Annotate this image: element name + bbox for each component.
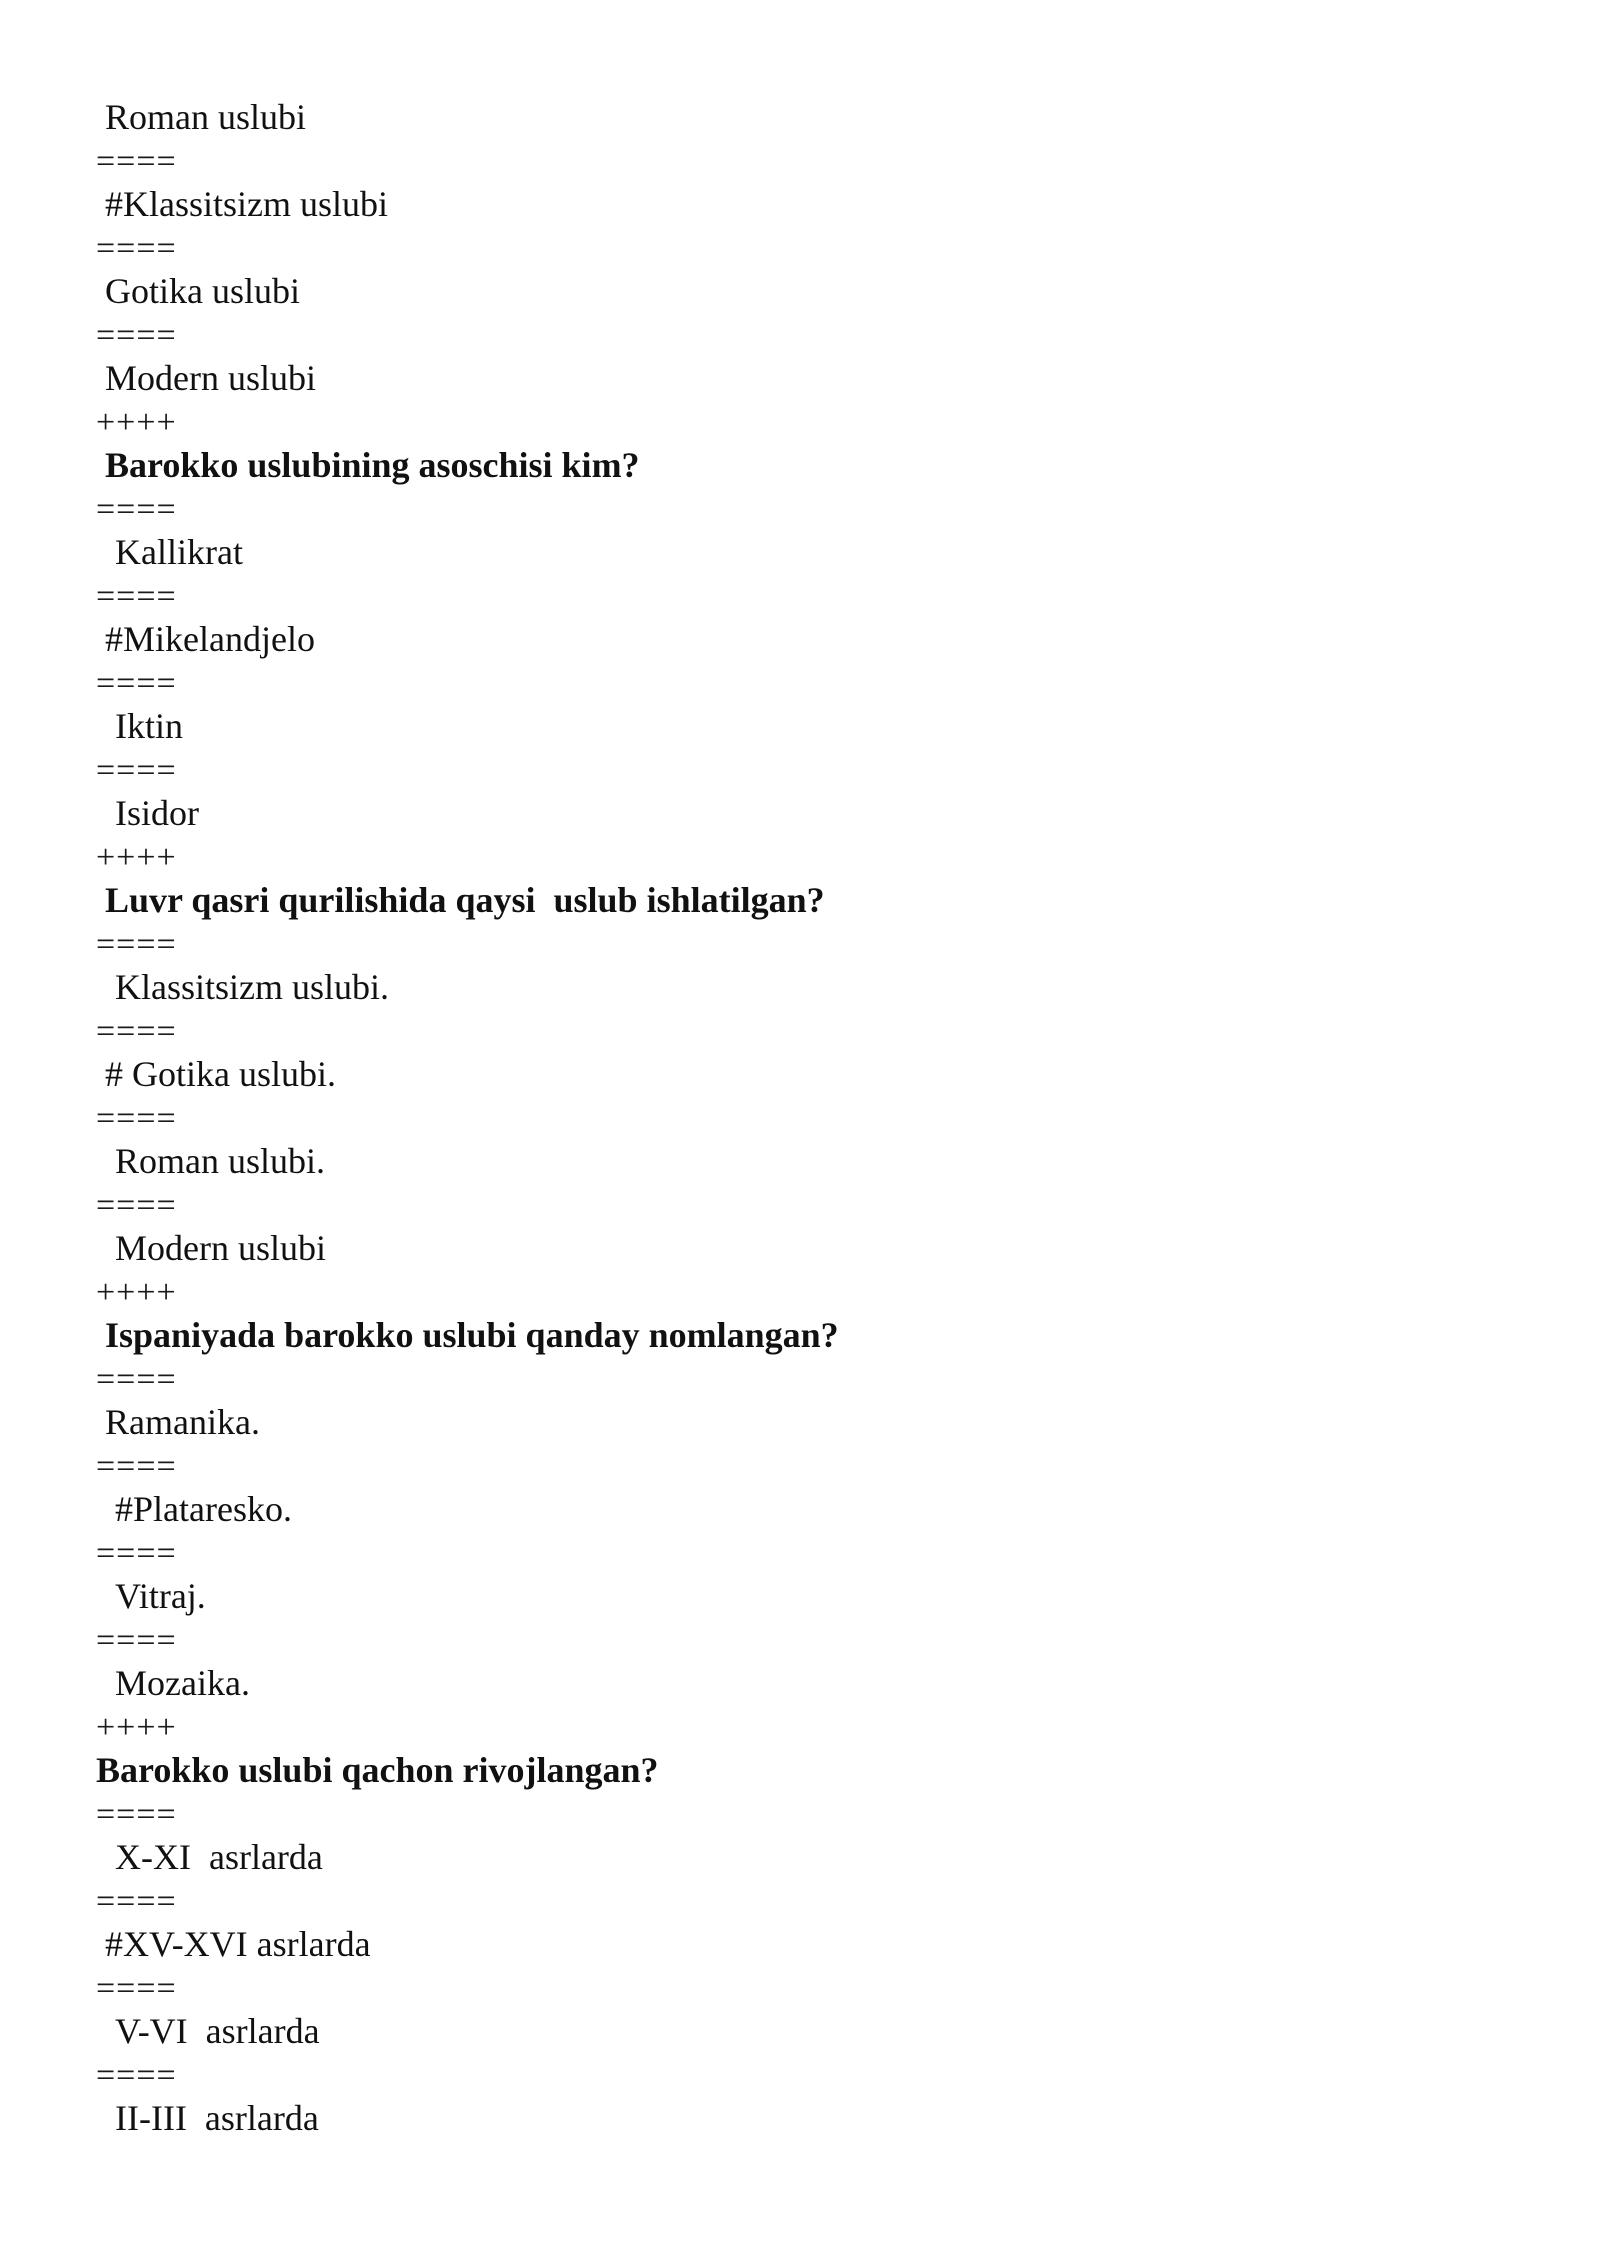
question-separator: ++++ [96,1708,177,1746]
option-separator: ==== [96,1447,177,1485]
option-separator: ==== [96,1099,177,1137]
option-separator: ==== [96,490,177,528]
option-separator: ==== [96,925,177,963]
answer-option: Kallikrat [115,532,243,572]
answer-option: V-VI asrlarda [115,2011,320,2051]
option-separator: ==== [96,1882,177,1920]
answer-option: Mozaika. [115,1663,250,1703]
answer-option: II-III asrlarda [115,2098,319,2138]
question-separator: ++++ [96,1273,177,1311]
answer-option: Roman uslubi. [115,1141,326,1181]
option-separator: ==== [96,1969,177,2007]
question-text: Barokko uslubining asoschisi kim? [105,445,640,485]
answer-option: Iktin [115,706,183,746]
answer-option: X-XI asrlarda [115,1837,323,1877]
question-separator: ++++ [96,838,177,876]
question-text: Barokko uslubi qachon rivojlangan? [96,1750,659,1790]
document-body [96,96,1496,2141]
option-separator: ==== [96,1012,177,1050]
question-separator: ++++ [96,403,177,441]
question-text: Luvr qasri qurilishida qaysi uslub ishlatilgan? [105,880,825,920]
option-separator: ==== [96,316,177,354]
option-separator: ==== [96,664,177,702]
answer-option: Isidor [115,793,199,833]
answer-option: # Gotika uslubi. [105,1054,336,1094]
answer-option: #Plataresko. [115,1489,292,1529]
option-separator: ==== [96,1186,177,1224]
answer-option: Vitraj. [115,1576,206,1616]
option-separator: ==== [96,1360,177,1398]
answer-option: Modern uslubi [115,1228,326,1268]
option-separator: ==== [96,2056,177,2094]
document-page [96,96,1496,2141]
answer-option: Modern uslubi [105,358,316,398]
answer-option: #Klassitsizm uslubi [105,184,389,224]
answer-option: #Mikelandjelo [105,619,315,659]
option-separator: ==== [96,142,177,180]
option-separator: ==== [96,751,177,789]
answer-option: Klassitsizm uslubi. [115,967,390,1007]
option-separator: ==== [96,1534,177,1572]
question-text: Ispaniyada barokko uslubi qanday nomlangan? [105,1315,839,1355]
answer-option: Roman uslubi [105,97,307,137]
option-separator: ==== [96,577,177,615]
answer-option: Gotika uslubi [105,271,300,311]
answer-option: #XV-XVI asrlarda [105,1924,371,1964]
option-separator: ==== [96,229,177,267]
option-separator: ==== [96,1621,177,1659]
answer-option: Ramanika. [105,1402,260,1442]
option-separator: ==== [96,1795,177,1833]
